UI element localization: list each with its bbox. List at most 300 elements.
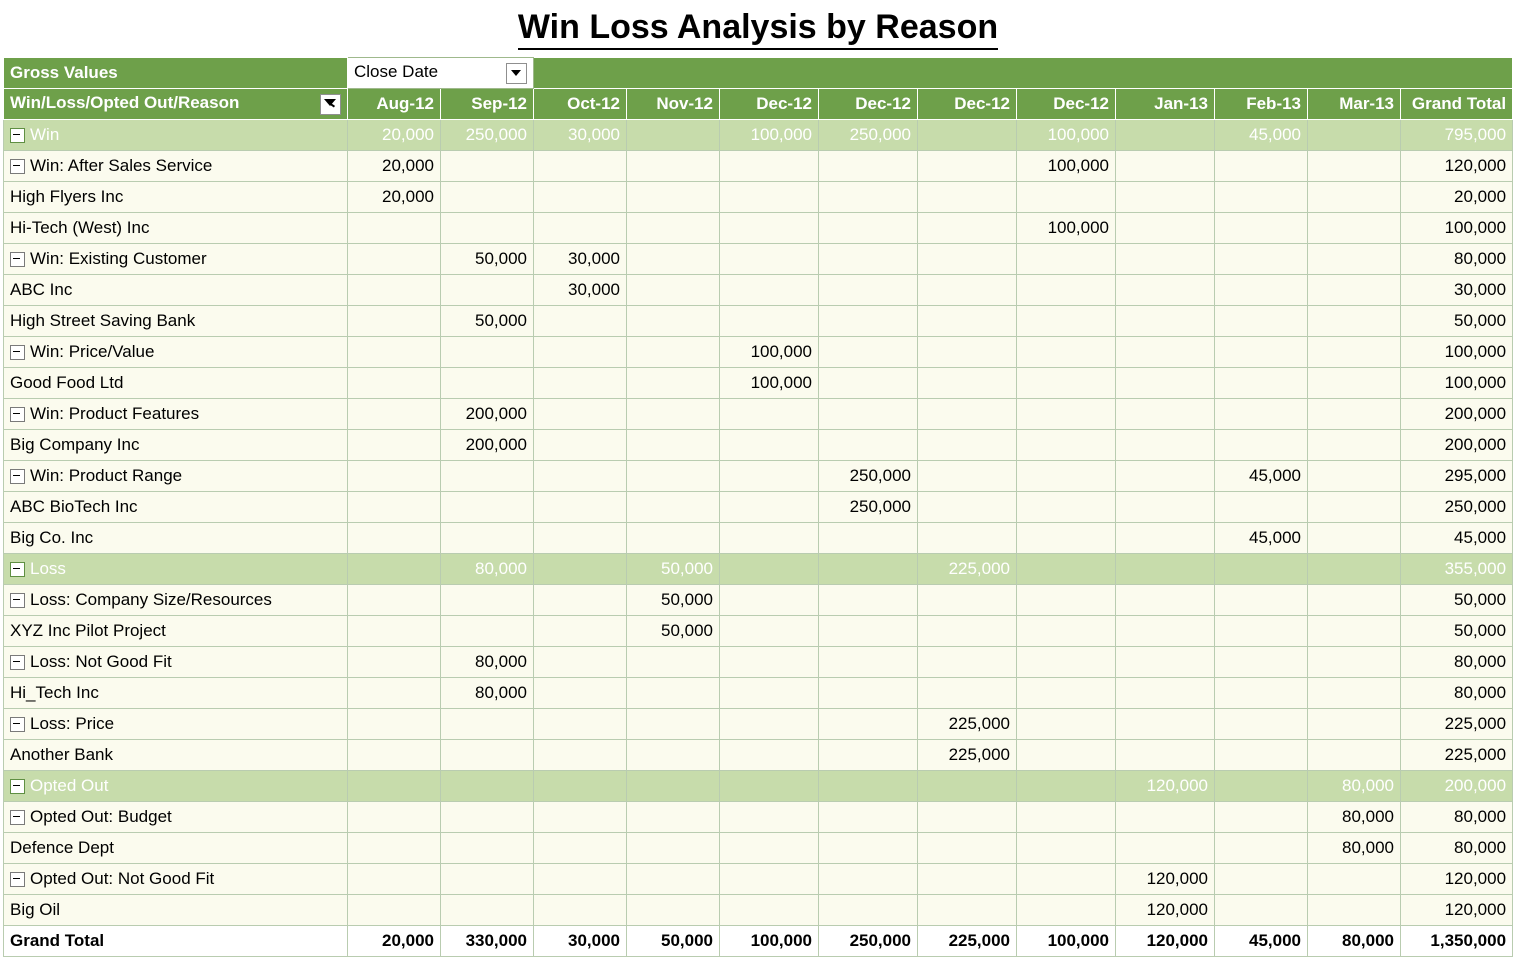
- row-label-text: Win: After Sales Service: [30, 156, 213, 175]
- col-header-9: Feb-13: [1215, 89, 1308, 120]
- col-header-10: Mar-13: [1308, 89, 1401, 120]
- value-cell: [720, 430, 819, 461]
- table-row: [4, 554, 1513, 585]
- value-cell: 30,000: [534, 244, 627, 275]
- table-row: [4, 709, 1513, 740]
- value-cell: [1017, 895, 1116, 926]
- value-cell: [720, 647, 819, 678]
- row-label-text: High Street Saving Bank: [10, 311, 196, 330]
- value-cell: [348, 616, 441, 647]
- row-label-text: Hi-Tech (West) Inc: [10, 218, 150, 237]
- value-cell: [918, 306, 1017, 337]
- value-cell: [1308, 151, 1401, 182]
- value-cell: [819, 182, 918, 213]
- value-cell: [1215, 244, 1308, 275]
- value-cell: [534, 182, 627, 213]
- value-cell: 50,000: [441, 244, 534, 275]
- value-cell: [1116, 678, 1215, 709]
- value-cell: [1116, 368, 1215, 399]
- value-cell: [720, 833, 819, 864]
- value-cell: [1308, 895, 1401, 926]
- value-cell: [918, 771, 1017, 802]
- grand-total-4: 100,000: [720, 926, 819, 957]
- value-cell: [1308, 647, 1401, 678]
- value-cell: [441, 368, 534, 399]
- value-cell: [534, 833, 627, 864]
- value-cell: [1116, 337, 1215, 368]
- col-header-0: Aug-12: [348, 89, 441, 120]
- value-cell: [627, 368, 720, 399]
- col-header-8: Jan-13: [1116, 89, 1215, 120]
- collapse-expand-icon[interactable]: [10, 810, 25, 825]
- value-cell: [534, 337, 627, 368]
- value-cell: [1017, 306, 1116, 337]
- chevron-down-icon[interactable]: [506, 63, 527, 84]
- value-cell: [1215, 368, 1308, 399]
- value-cell: [348, 337, 441, 368]
- value-cell: [918, 802, 1017, 833]
- collapse-expand-icon[interactable]: [10, 345, 25, 360]
- value-cell: [1215, 275, 1308, 306]
- value-cell: [534, 399, 627, 430]
- value-cell: [534, 554, 627, 585]
- value-cell: [348, 864, 441, 895]
- value-cell: [1215, 213, 1308, 244]
- value-cell: [1116, 616, 1215, 647]
- value-cell: [1215, 864, 1308, 895]
- row-label-cell: [4, 554, 348, 585]
- table-row: [4, 461, 1513, 492]
- close-date-filter[interactable]: [348, 58, 534, 89]
- value-cell: [1017, 647, 1116, 678]
- value-cell: [1308, 461, 1401, 492]
- table-row: [4, 585, 1513, 616]
- collapse-expand-icon[interactable]: [10, 128, 25, 143]
- value-cell: [534, 213, 627, 244]
- value-cell: [1116, 306, 1215, 337]
- row-label-cell: [4, 275, 348, 306]
- value-cell: [819, 616, 918, 647]
- value-cell: [627, 182, 720, 213]
- value-cell: [627, 151, 720, 182]
- collapse-expand-icon[interactable]: [10, 779, 25, 794]
- value-cell: [819, 554, 918, 585]
- value-cell: 100,000: [1017, 120, 1116, 151]
- value-cell: [819, 213, 918, 244]
- table-row: [4, 120, 1513, 151]
- value-cell: [819, 244, 918, 275]
- value-cell: [441, 616, 534, 647]
- row-label-text: ABC Inc: [10, 280, 73, 299]
- row-total-cell: 120,000: [1401, 151, 1513, 182]
- row-total-cell: 225,000: [1401, 740, 1513, 771]
- value-cell: 100,000: [1017, 151, 1116, 182]
- value-cell: [348, 275, 441, 306]
- table-row: [4, 492, 1513, 523]
- value-cell: [1116, 833, 1215, 864]
- table-row: [4, 306, 1513, 337]
- value-cell: [720, 461, 819, 492]
- grand-total-5: 250,000: [819, 926, 918, 957]
- value-cell: [819, 864, 918, 895]
- value-cell: [348, 554, 441, 585]
- value-cell: [534, 895, 627, 926]
- value-cell: [1308, 275, 1401, 306]
- row-label-cell: [4, 709, 348, 740]
- table-row: [4, 244, 1513, 275]
- grand-total-sum: 1,350,000: [1401, 926, 1513, 957]
- value-cell: [720, 151, 819, 182]
- value-cell: [819, 709, 918, 740]
- value-cell: [720, 523, 819, 554]
- grand-total-0: 20,000: [348, 926, 441, 957]
- table-row: [4, 399, 1513, 430]
- row-label-cell: [4, 833, 348, 864]
- value-cell: [627, 895, 720, 926]
- row-label-text: Big Co. Inc: [10, 528, 94, 547]
- value-cell: [1017, 368, 1116, 399]
- value-cell: [627, 647, 720, 678]
- value-cell: [1215, 554, 1308, 585]
- value-cell: [918, 461, 1017, 492]
- table-row: [4, 802, 1513, 833]
- collapse-expand-icon[interactable]: [10, 593, 25, 608]
- value-cell: [534, 616, 627, 647]
- value-cell: [1116, 275, 1215, 306]
- value-cell: [441, 585, 534, 616]
- table-row: [4, 616, 1513, 647]
- value-cell: [1215, 182, 1308, 213]
- value-cell: 100,000: [720, 120, 819, 151]
- col-header-3: Nov-12: [627, 89, 720, 120]
- grand-total-7: 100,000: [1017, 926, 1116, 957]
- value-cell: [441, 740, 534, 771]
- value-cell: [1215, 833, 1308, 864]
- value-cell: [348, 771, 441, 802]
- value-cell: [1215, 678, 1308, 709]
- grand-total-6: 225,000: [918, 926, 1017, 957]
- row-total-cell: 200,000: [1401, 771, 1513, 802]
- value-cell: [627, 120, 720, 151]
- value-cell: [627, 337, 720, 368]
- value-cell: [1017, 275, 1116, 306]
- value-cell: 80,000: [1308, 833, 1401, 864]
- value-cell: [348, 213, 441, 244]
- row-label-header[interactable]: [4, 89, 348, 120]
- value-cell: 225,000: [918, 740, 1017, 771]
- value-cell: [819, 306, 918, 337]
- table-row: [4, 647, 1513, 678]
- value-cell: [1215, 647, 1308, 678]
- table-row: [4, 151, 1513, 182]
- row-label-cell: [4, 430, 348, 461]
- row-total-cell: 80,000: [1401, 833, 1513, 864]
- value-cell: [348, 306, 441, 337]
- row-label-text: Loss: Not Good Fit: [30, 652, 172, 671]
- row-label-cell: [4, 306, 348, 337]
- value-cell: [627, 244, 720, 275]
- row-label-text: Win: Price/Value: [30, 342, 155, 361]
- value-cell: [720, 554, 819, 585]
- value-cell: [1308, 399, 1401, 430]
- value-cell: [1308, 864, 1401, 895]
- value-cell: [534, 430, 627, 461]
- grand-total-2: 30,000: [534, 926, 627, 957]
- value-cell: [918, 120, 1017, 151]
- table-row: [4, 275, 1513, 306]
- collapse-expand-icon[interactable]: [10, 562, 25, 577]
- value-cell: [348, 678, 441, 709]
- value-cell: [918, 585, 1017, 616]
- value-cell: [1017, 337, 1116, 368]
- value-cell: [918, 368, 1017, 399]
- row-label-text: Good Food Ltd: [10, 373, 124, 392]
- value-cell: [918, 337, 1017, 368]
- value-cell: [819, 523, 918, 554]
- value-cell: [348, 709, 441, 740]
- row-label-cell: [4, 771, 348, 802]
- value-cell: [1017, 585, 1116, 616]
- sort-filter-icon[interactable]: [320, 94, 341, 115]
- value-cell: [918, 399, 1017, 430]
- collapse-expand-icon[interactable]: [10, 655, 25, 670]
- table-row: [4, 430, 1513, 461]
- value-cell: [1116, 151, 1215, 182]
- value-cell: [1116, 213, 1215, 244]
- value-cell: 80,000: [1308, 802, 1401, 833]
- value-cell: [1308, 616, 1401, 647]
- value-cell: [819, 833, 918, 864]
- value-cell: [720, 244, 819, 275]
- value-cell: 120,000: [1116, 864, 1215, 895]
- value-cell: [348, 740, 441, 771]
- row-total-cell: 295,000: [1401, 461, 1513, 492]
- value-cell: [534, 585, 627, 616]
- value-cell: 250,000: [441, 120, 534, 151]
- row-total-cell: 80,000: [1401, 678, 1513, 709]
- row-label-text: Another Bank: [10, 745, 114, 764]
- value-cell: [627, 213, 720, 244]
- collapse-expand-icon[interactable]: [10, 252, 25, 267]
- value-cell: [918, 492, 1017, 523]
- value-cell: [720, 616, 819, 647]
- value-cell: [1215, 151, 1308, 182]
- row-total-cell: 100,000: [1401, 337, 1513, 368]
- row-label-cell: [4, 461, 348, 492]
- row-total-cell: 80,000: [1401, 244, 1513, 275]
- value-cell: [348, 523, 441, 554]
- row-label-text: Hi_Tech Inc: [10, 683, 99, 702]
- value-cell: 225,000: [918, 709, 1017, 740]
- value-cell: 20,000: [348, 151, 441, 182]
- value-cell: [627, 523, 720, 554]
- value-cell: [918, 151, 1017, 182]
- value-cell: [627, 430, 720, 461]
- value-cell: [1215, 895, 1308, 926]
- value-cell: [348, 430, 441, 461]
- value-cell: [1308, 709, 1401, 740]
- value-cell: [720, 399, 819, 430]
- value-cell: [720, 802, 819, 833]
- value-cell: [534, 740, 627, 771]
- value-cell: [1308, 337, 1401, 368]
- value-cell: [1116, 585, 1215, 616]
- col-header-4: Dec-12: [720, 89, 819, 120]
- value-cell: [1017, 709, 1116, 740]
- row-label-text: Loss: Company Size/Resources: [30, 590, 272, 609]
- collapse-expand-icon[interactable]: [10, 469, 25, 484]
- value-cell: [918, 833, 1017, 864]
- value-cell: [1017, 399, 1116, 430]
- value-cell: [348, 492, 441, 523]
- value-cell: [348, 399, 441, 430]
- pivot-table: [3, 57, 1513, 957]
- value-cell: [1116, 709, 1215, 740]
- value-cell: [720, 275, 819, 306]
- value-cell: [720, 678, 819, 709]
- value-cell: [1017, 802, 1116, 833]
- row-total-cell: 100,000: [1401, 213, 1513, 244]
- value-cell: [1017, 554, 1116, 585]
- value-cell: [1116, 802, 1215, 833]
- value-cell: [918, 678, 1017, 709]
- row-label-cell: [4, 120, 348, 151]
- value-cell: [819, 275, 918, 306]
- value-cell: [1017, 461, 1116, 492]
- value-cell: [1215, 709, 1308, 740]
- value-cell: [1017, 244, 1116, 275]
- value-cell: [1308, 554, 1401, 585]
- value-cell: [1017, 523, 1116, 554]
- collapse-expand-icon[interactable]: [10, 407, 25, 422]
- value-cell: [441, 833, 534, 864]
- collapse-expand-icon[interactable]: [10, 872, 25, 887]
- value-cell: [1308, 213, 1401, 244]
- grand-total-label: Grand Total: [4, 926, 348, 957]
- value-cell: 20,000: [348, 182, 441, 213]
- value-cell: 30,000: [534, 275, 627, 306]
- pivot-body: [4, 120, 1513, 926]
- value-cell: 200,000: [441, 430, 534, 461]
- value-cell: [627, 275, 720, 306]
- value-cell: [918, 647, 1017, 678]
- value-cell: [627, 678, 720, 709]
- table-row: [4, 864, 1513, 895]
- value-cell: [1308, 368, 1401, 399]
- value-cell: [720, 182, 819, 213]
- table-row: [4, 523, 1513, 554]
- value-cell: [1215, 771, 1308, 802]
- value-cell: [1308, 120, 1401, 151]
- table-row: [4, 771, 1513, 802]
- value-cell: [720, 709, 819, 740]
- row-label-cell: [4, 523, 348, 554]
- row-total-cell: 355,000: [1401, 554, 1513, 585]
- value-cell: [1308, 492, 1401, 523]
- value-cell: [534, 461, 627, 492]
- value-cell: [1215, 802, 1308, 833]
- value-cell: [1116, 120, 1215, 151]
- collapse-expand-icon[interactable]: [10, 717, 25, 732]
- value-cell: 250,000: [819, 461, 918, 492]
- value-cell: 80,000: [441, 554, 534, 585]
- value-cell: [918, 895, 1017, 926]
- value-cell: 50,000: [441, 306, 534, 337]
- row-label-text: Opted Out: Budget: [30, 807, 172, 826]
- header-row-close-date: [4, 58, 1513, 89]
- value-cell: [720, 213, 819, 244]
- value-cell: [819, 771, 918, 802]
- value-cell: [1017, 616, 1116, 647]
- value-cell: [720, 740, 819, 771]
- value-cell: [441, 523, 534, 554]
- value-cell: [1017, 864, 1116, 895]
- row-total-cell: 200,000: [1401, 430, 1513, 461]
- value-cell: [1116, 647, 1215, 678]
- value-cell: [1308, 306, 1401, 337]
- value-cell: [918, 213, 1017, 244]
- value-cell: [819, 647, 918, 678]
- value-cell: [720, 492, 819, 523]
- value-cell: 250,000: [819, 120, 918, 151]
- value-cell: [348, 461, 441, 492]
- row-total-cell: 20,000: [1401, 182, 1513, 213]
- col-header-1: Sep-12: [441, 89, 534, 120]
- value-cell: [627, 461, 720, 492]
- table-row: [4, 368, 1513, 399]
- value-cell: [627, 864, 720, 895]
- col-header-5: Dec-12: [819, 89, 918, 120]
- row-label-cell: [4, 802, 348, 833]
- value-cell: [534, 647, 627, 678]
- value-cell: [534, 678, 627, 709]
- value-cell: [627, 802, 720, 833]
- value-cell: [1116, 740, 1215, 771]
- value-cell: 80,000: [1308, 771, 1401, 802]
- value-cell: [819, 430, 918, 461]
- value-cell: [441, 771, 534, 802]
- value-cell: 250,000: [819, 492, 918, 523]
- value-cell: [534, 864, 627, 895]
- collapse-expand-icon[interactable]: [10, 159, 25, 174]
- value-cell: [1017, 833, 1116, 864]
- grand-total-10: 80,000: [1308, 926, 1401, 957]
- value-cell: [1116, 461, 1215, 492]
- row-label-text: Big Company Inc: [10, 435, 140, 454]
- row-total-cell: 80,000: [1401, 802, 1513, 833]
- value-cell: [1017, 771, 1116, 802]
- value-cell: [627, 709, 720, 740]
- value-cell: [627, 771, 720, 802]
- value-cell: 45,000: [1215, 523, 1308, 554]
- value-cell: [819, 151, 918, 182]
- gross-values-header: Gross Values: [4, 58, 348, 89]
- value-cell: [1308, 740, 1401, 771]
- row-label-text: Opted Out: Not Good Fit: [30, 869, 215, 888]
- value-cell: [1116, 554, 1215, 585]
- value-cell: 30,000: [534, 120, 627, 151]
- row-label-text: High Flyers Inc: [10, 187, 124, 206]
- value-cell: [918, 523, 1017, 554]
- value-cell: [1215, 399, 1308, 430]
- value-cell: [819, 740, 918, 771]
- row-label-cell: [4, 585, 348, 616]
- value-cell: [441, 492, 534, 523]
- row-label-text: Win: [30, 125, 60, 144]
- value-cell: [720, 864, 819, 895]
- grand-total-row: [4, 926, 1513, 957]
- value-cell: [348, 585, 441, 616]
